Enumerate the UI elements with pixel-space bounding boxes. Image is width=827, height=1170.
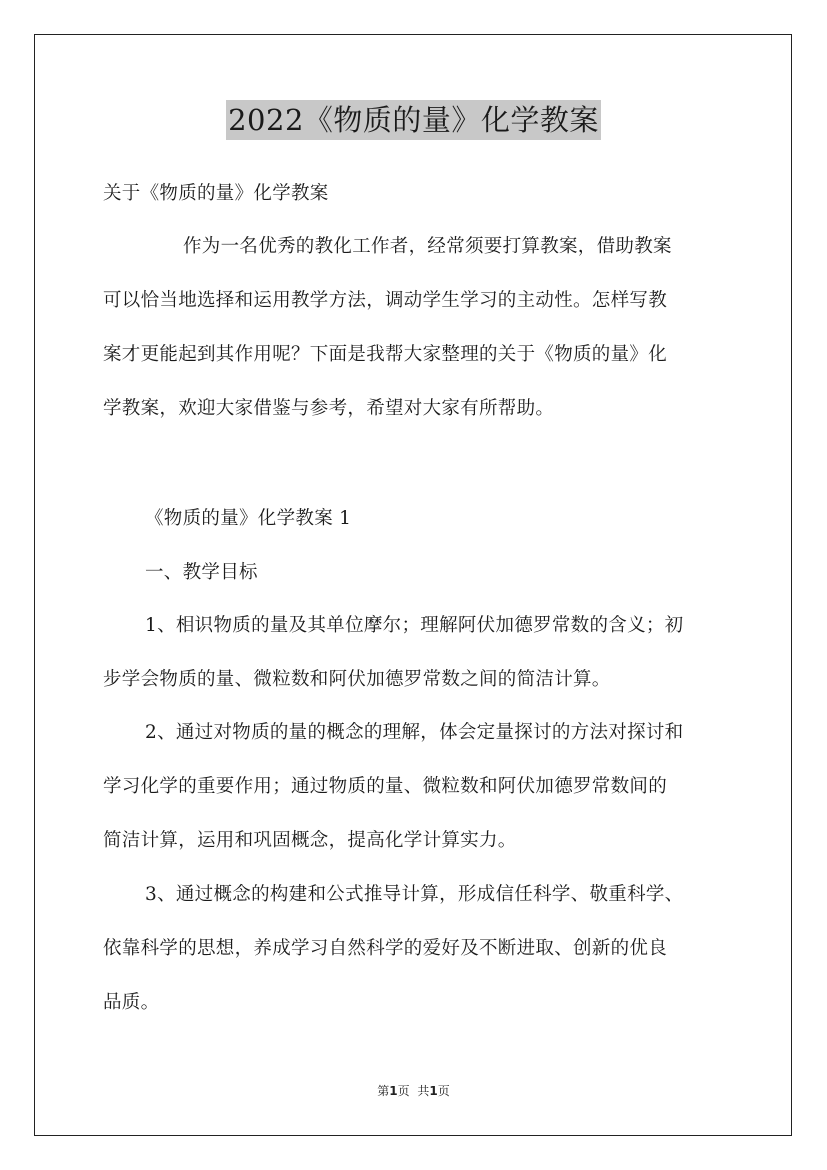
total-pages: 1 bbox=[429, 1084, 438, 1098]
goal-line: 品质。 bbox=[103, 992, 160, 1013]
total-prefix: 共 bbox=[417, 1084, 430, 1098]
goal-line: 1、相识物质的量及其单位摩尔；理解阿伏加德罗常数的含义；初 bbox=[145, 615, 684, 636]
goal-line: 简洁计算，运用和巩固概念，提高化学计算实力。 bbox=[103, 830, 517, 851]
heading-teaching-goals: 一、教学目标 bbox=[145, 562, 258, 583]
page-number: 1 bbox=[389, 1084, 398, 1098]
goal-line: 2、通过对物质的量的概念的理解，体会定量探讨的方法对探讨和 bbox=[145, 722, 684, 743]
intro-line: 学教案，欢迎大家借鉴与参考，希望对大家有所帮助。 bbox=[103, 398, 555, 419]
document-subtitle: 关于《物质的量》化学教案 bbox=[103, 183, 329, 204]
intro-line: 作为一名优秀的教化工作者，经常须要打算教案，借助教案 bbox=[183, 236, 672, 257]
total-suffix: 页 bbox=[437, 1084, 450, 1098]
page-suffix: 页 bbox=[397, 1084, 410, 1098]
goal-item-2 bbox=[103, 706, 731, 868]
goal-line: 学习化学的重要作用；通过物质的量、微粒数和阿伏加德罗常数间的 bbox=[103, 776, 668, 797]
page-prefix: 第 bbox=[377, 1084, 390, 1098]
goal-line: 3、通过概念的构建和公式推导计算，形成信任科学、敬重科学、 bbox=[145, 884, 684, 905]
intro-line: 可以恰当地选择和运用教学方法，调动学生学习的主动性。怎样写教 bbox=[103, 290, 668, 311]
intro-paragraph bbox=[103, 220, 731, 436]
document-title: 2022《物质的量》化学教案 bbox=[226, 100, 601, 140]
title-container bbox=[0, 100, 827, 140]
goal-item-1 bbox=[103, 599, 731, 707]
goal-line: 依靠科学的思想，养成学习自然科学的爱好及不断进取、创新的优良 bbox=[103, 938, 668, 959]
intro-line: 案才更能起到其作用呢？下面是我帮大家整理的关于《物质的量》化 bbox=[103, 344, 668, 365]
page-footer bbox=[0, 1082, 827, 1099]
section-title: 《物质的量》化学教案 1 bbox=[145, 508, 352, 529]
goal-line: 步学会物质的量、微粒数和阿伏加德罗常数之间的简洁计算。 bbox=[103, 669, 611, 690]
goal-item-3 bbox=[103, 868, 731, 1030]
